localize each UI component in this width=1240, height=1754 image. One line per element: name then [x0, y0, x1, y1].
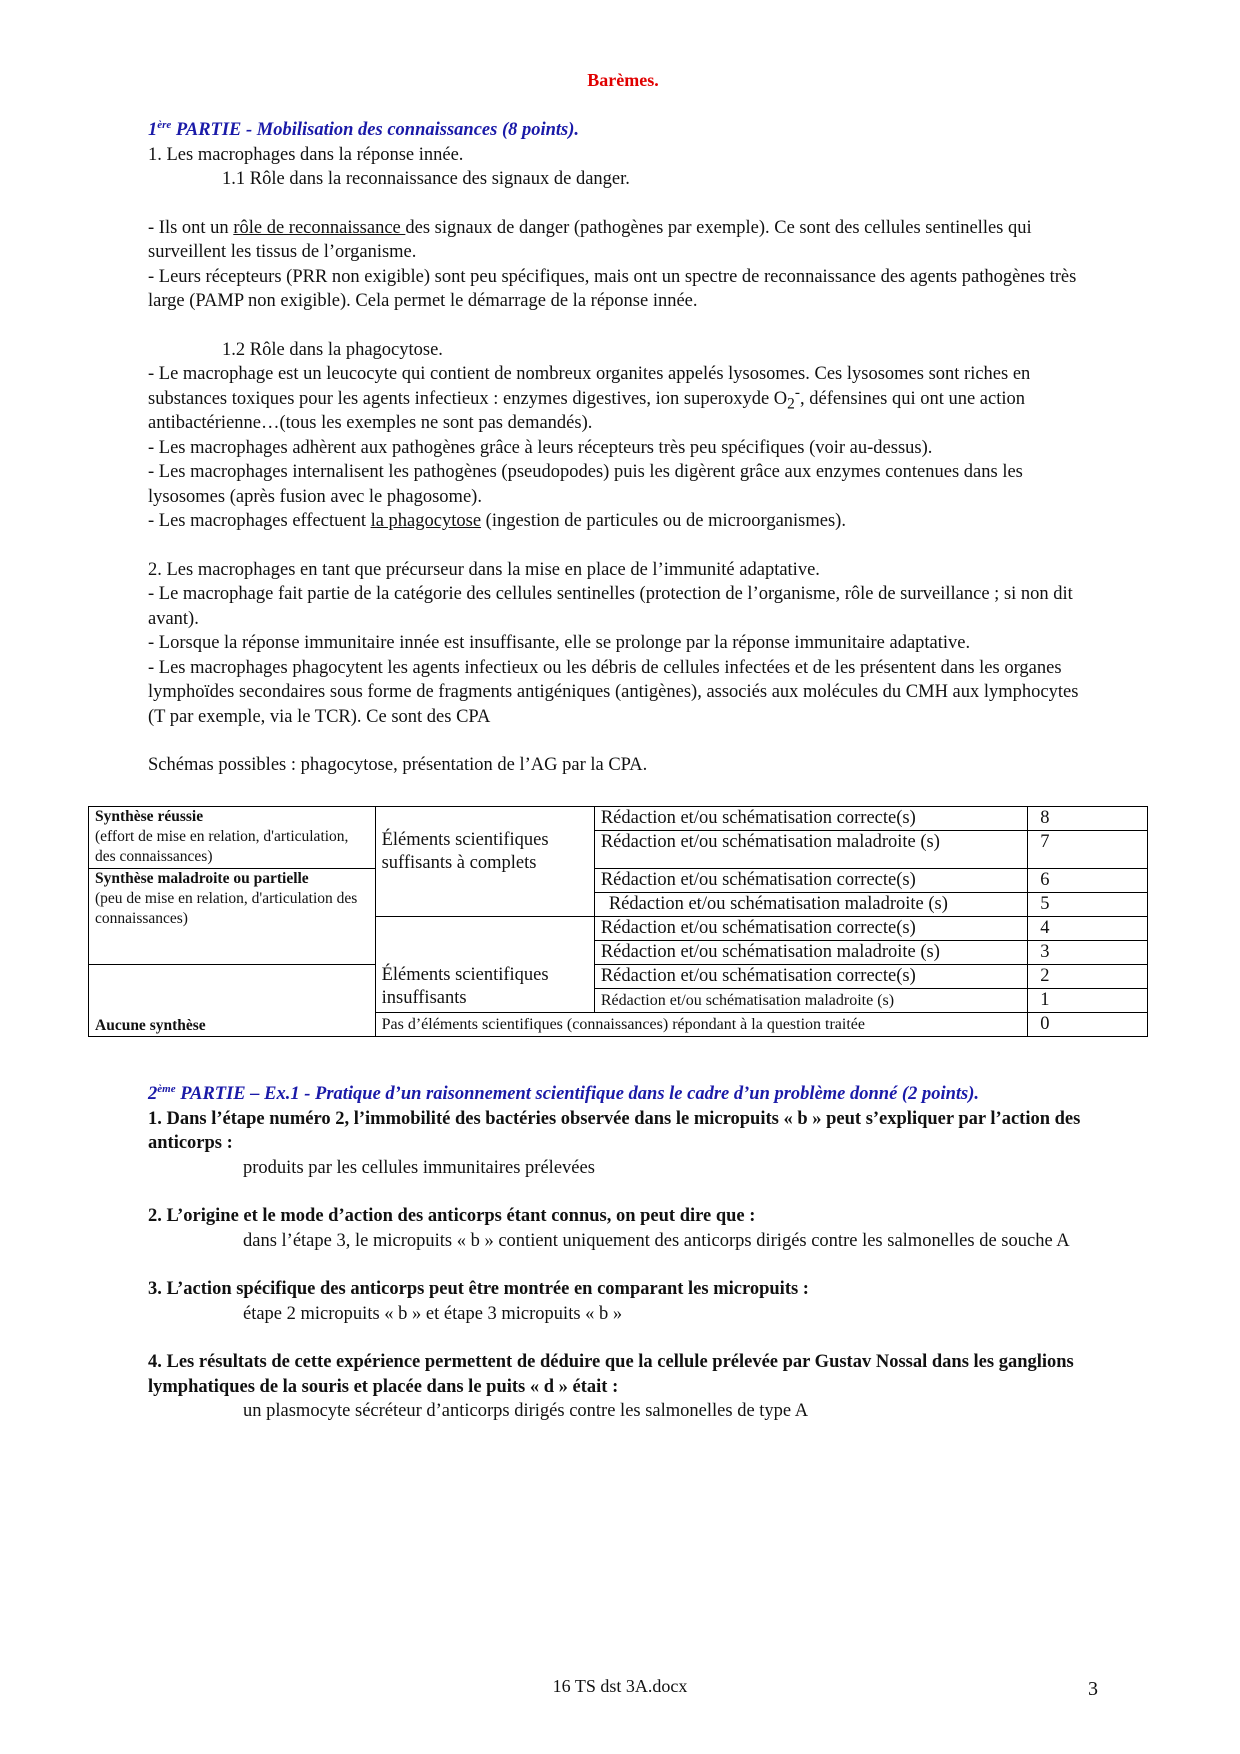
- part2-sup: ème: [157, 1082, 176, 1095]
- part1-heading: 1ère PARTIE - Mobilisation des connaissances (8 points).: [148, 118, 580, 140]
- part1-para7: - Le macrophage fait partie de la catégorie des cellules sentinelles (protection de l’organisme, rôle de surveillance ; si non dit avant).: [148, 584, 1073, 629]
- page-number: 3: [1088, 1678, 1098, 1700]
- part1-para5: - Les macrophages internalisent les pathogènes (pseudopodes) puis les digèrent grâce aux enzymes contenues dans les lysosomes (après fusion avec le phagosome).: [148, 462, 1023, 507]
- text-run: - Les macrophages effectuent: [148, 511, 371, 531]
- no-synthesis-label: Aucune synthèse: [95, 1017, 206, 1034]
- part2-heading-text: PARTIE – Ex.1 - Pratique d’un raisonnement scientifique dans le cadre d’un problème donné (2 points).: [175, 1084, 980, 1104]
- score-cell: 3: [1028, 941, 1148, 965]
- synthesis-partial-cell: [89, 869, 376, 965]
- text-run: - Ils ont un: [148, 217, 234, 238]
- part1-para6: [148, 509, 1098, 534]
- part1-sup: ère: [157, 118, 172, 131]
- part2-heading: 2ème PARTIE – Ex.1 - Pratique d’un raisonnement scientifique dans le cadre d’un problème donné (2 points).: [148, 1082, 980, 1104]
- underlined-text: la phagocytose: [370, 511, 482, 531]
- criterion-cell: Rédaction et/ou schématisation maladroite (s): [594, 893, 1027, 917]
- table-row: [89, 965, 1148, 989]
- part1-heading-text: PARTIE - Mobilisation des connaissances (8 points).: [171, 120, 580, 140]
- part2-a1: produits par les cellules immunitaires prélevées: [243, 1157, 595, 1178]
- score-cell: 8: [1028, 807, 1148, 831]
- part2-q1: 1. Dans l’étape numéro 2, l’immobilité des bactéries observée dans le micropuits « b » peut s’expliquer par l’action des anticorps :: [148, 1108, 1081, 1153]
- elements-insufficient-cell: Éléments scientifiques insuffisants: [375, 917, 594, 1013]
- part1-para10: Schémas possibles : phagocytose, présentation de l’AG par la CPA.: [148, 755, 648, 775]
- table-row: [89, 869, 1148, 893]
- synthesis-partial-desc: (peu de mise en relation, d'articulation des connaissances): [95, 890, 358, 927]
- score-cell: 5: [1028, 893, 1148, 917]
- synthesis-success-title: Synthèse réussie: [95, 808, 204, 825]
- criterion-cell: Rédaction et/ou schématisation maladroite (s): [594, 941, 1027, 965]
- part1-q1-1: 1.1 Rôle dans la reconnaissance des signaux de danger.: [222, 169, 630, 189]
- score-cell: 1: [1028, 989, 1148, 1013]
- footer-filename: 16 TS dst 3A.docx: [552, 1676, 688, 1696]
- no-elements-cell: Pas d’éléments scientifiques (connaissances) répondant à la question traitée: [375, 1013, 1028, 1037]
- criterion-cell: Rédaction et/ou schématisation maladroite (s): [594, 831, 1027, 869]
- part1-q2: 2. Les macrophages en tant que précurseur dans la mise en place de l’immunité adaptative.: [148, 559, 820, 580]
- score-cell: 4: [1028, 917, 1148, 941]
- part1-para2: - Leurs récepteurs (PRR non exigible) sont peu spécifiques, mais ont un spectre de reconnaissance des agents pathogènes très large (PAMP non exigible). Cela permet le démarrage de la réponse innée.: [148, 266, 1077, 311]
- underlined-text: rôle de reconnaissance: [233, 217, 406, 238]
- text-run: - Le macrophage est un leucocyte qui contient de nombreux organites appelés lysosomes. Ces lysosomes sont riches en substances toxiques pour les agents infectieux : enzymes digestives, ion superoxyde O: [148, 364, 1031, 409]
- synthesis-success-desc: (effort de mise en relation, d'articulation, des connaissances): [95, 828, 349, 865]
- part2-a3: étape 2 micropuits « b » et étape 3 micropuits « b »: [243, 1303, 623, 1324]
- page-title: Barèmes.: [587, 70, 659, 90]
- text-run: , défensines qui ont une action antibactérienne…(tous les exemples ne sont pas demandés).: [148, 388, 1026, 433]
- part2-q3: 3. L’action spécifique des anticorps peut être montrée en comparant les micropuits :: [148, 1279, 809, 1299]
- criterion-cell: Rédaction et/ou schématisation correcte(s): [594, 807, 1027, 831]
- part1-para9: - Les macrophages phagocytent les agents infectieux ou les débris de cellules infectées et de les présentent dans les organes lymphoïdes secondaires sous forme de fragments antigéniques (antigènes), associés aux molécules du CMH aux lymphocytes (T par exemple, via le TCR). Ce sont des CPA: [148, 657, 1079, 727]
- part1-para4: - Les macrophages adhèrent aux pathogènes grâce à leurs récepteurs très peu spécifiques (voir au-dessus).: [148, 437, 933, 458]
- text-run: des signaux de danger (pathogènes par exemple). Ce sont des cellules sentinelles qui surveillent les tissus de l’organisme.: [148, 217, 1032, 262]
- part2-a4: un plasmocyte sécréteur d’anticorps dirigés contre les salmonelles de type A: [243, 1401, 809, 1421]
- part1-para1: [148, 216, 1098, 265]
- no-synthesis-cell: [89, 965, 376, 1037]
- part1-q1: 1. Les macrophages dans la réponse innée.: [148, 144, 464, 165]
- score-cell: 6: [1028, 869, 1148, 893]
- score-cell: 7: [1028, 831, 1148, 869]
- table-row: [89, 807, 1148, 831]
- criterion-cell: Rédaction et/ou schématisation correcte(s): [594, 869, 1027, 893]
- score-cell: 2: [1028, 965, 1148, 989]
- superscript: -: [794, 383, 800, 401]
- grading-table: [88, 806, 1148, 1037]
- part1-section: [148, 118, 1098, 778]
- synthesis-partial-title: Synthèse maladroite ou partielle: [95, 870, 309, 887]
- part2-q2: 2. L’origine et le mode d’action des anticorps étant connus, on peut dire que :: [148, 1206, 756, 1226]
- part1-q1-2: 1.2 Rôle dans la phagocytose.: [222, 339, 443, 360]
- criterion-cell: Rédaction et/ou schématisation correcte(s): [594, 917, 1027, 941]
- synthesis-success-cell: [89, 807, 376, 869]
- subscript: 2: [787, 395, 795, 413]
- part1-para8: - Lorsque la réponse immunitaire innée est insuffisante, elle se prolonge par la réponse immunitaire adaptative.: [148, 633, 971, 653]
- part2-section: [148, 1082, 1098, 1424]
- criterion-cell: Rédaction et/ou schématisation maladroite (s): [594, 989, 1027, 1013]
- part2-a2: dans l’étape 3, le micropuits « b » contient uniquement des anticorps dirigés contre les salmonelles de souche A: [243, 1230, 1070, 1251]
- text-run: (ingestion de particules ou de microorganismes).: [481, 511, 846, 531]
- part2-q4: 4. Les résultats de cette expérience permettent de déduire que la cellule prélevée par Gustav Nossal dans les ganglions lymphatiques de la souris et placée dans le puits « d » était :: [148, 1352, 1074, 1397]
- elements-sufficient-cell: Éléments scientifiques suffisants à complets: [375, 807, 594, 917]
- criterion-cell: Rédaction et/ou schématisation correcte(s): [594, 965, 1027, 989]
- score-cell: 0: [1028, 1013, 1148, 1037]
- part1-para3: [148, 362, 1098, 436]
